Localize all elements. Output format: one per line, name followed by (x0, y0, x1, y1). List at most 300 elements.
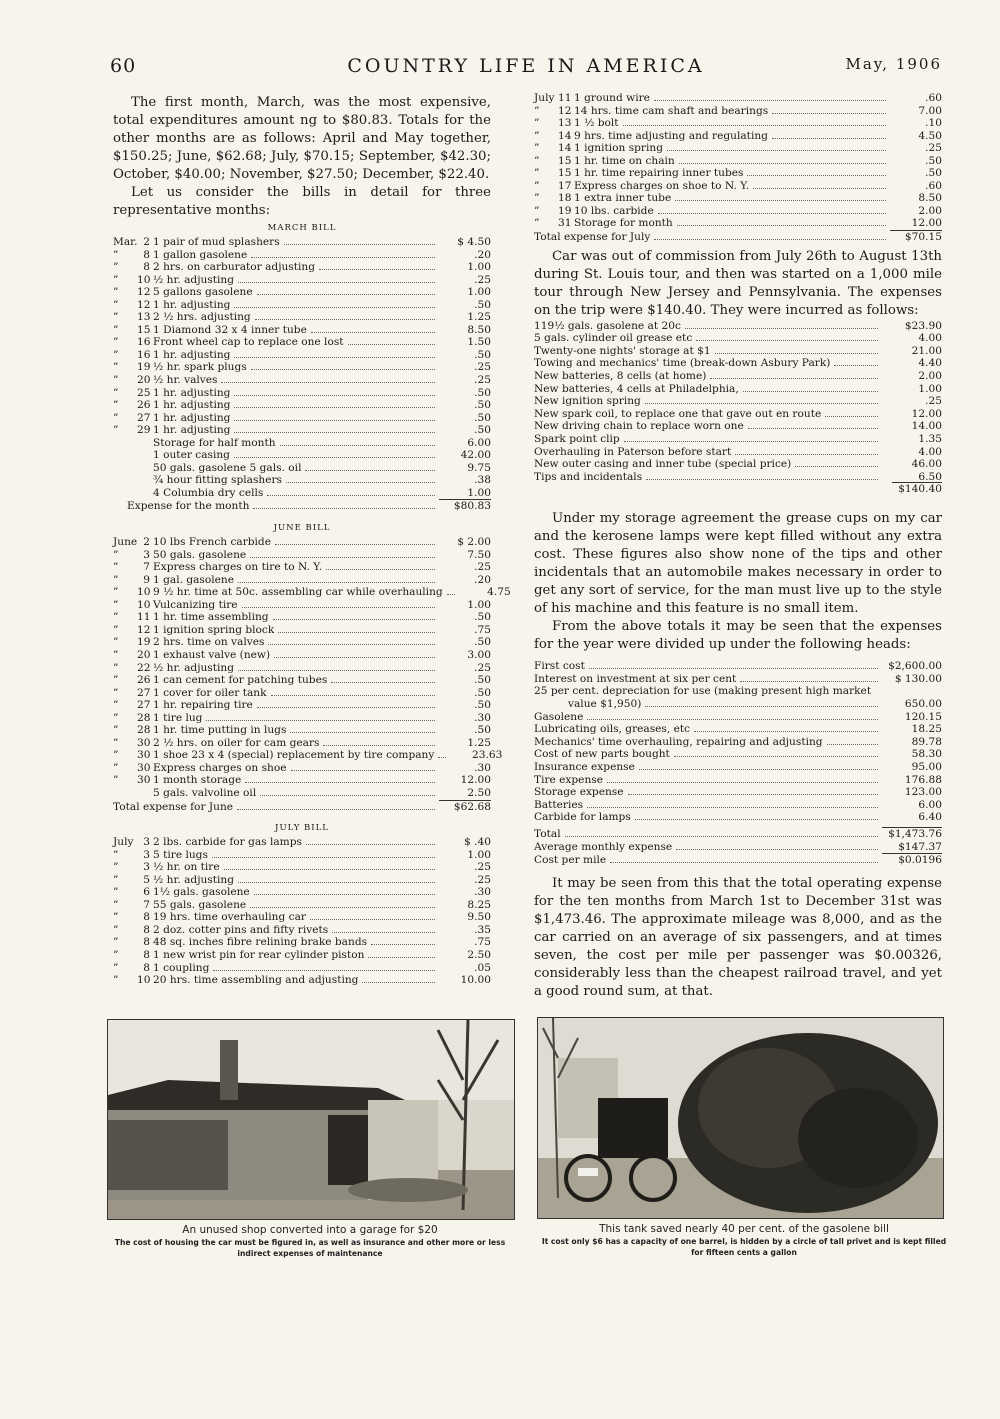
row-amount: .20 (474, 573, 491, 586)
cost-per-mile-value: $0.0196 (882, 853, 942, 867)
row-day: 25 (137, 386, 151, 399)
row-day: 30 (137, 774, 151, 787)
row-amount: 21.00 (911, 344, 942, 357)
row-amount: 1.00 (467, 598, 491, 611)
row-item: New outer casing and inner tube (special price) (534, 458, 792, 471)
row-item: 1 coupling (153, 961, 210, 974)
row-month: ” (113, 774, 119, 787)
row-amount: .10 (925, 117, 942, 130)
row-item: Spark point clip (534, 432, 620, 445)
march-total-row (113, 499, 491, 513)
row-day: 8 (143, 261, 150, 274)
row-amount: 2.50 (467, 948, 491, 961)
row-day: 11 (558, 92, 572, 104)
row-amount: 4.00 (918, 332, 942, 345)
garage-illustration (108, 1020, 514, 1219)
expense-row (113, 274, 491, 287)
row-item: Carbide for lamps (534, 811, 631, 824)
row-item: 1 hr. time repairing inner tubes (574, 167, 744, 180)
expense-row (534, 761, 942, 774)
row-item: ½ hr. spark plugs (153, 361, 247, 374)
tour-total-row (534, 483, 942, 496)
row-month: Mar. (113, 236, 138, 248)
expense-row (534, 142, 942, 155)
expense-row (113, 462, 491, 475)
expense-row (113, 286, 491, 299)
row-item: 1 Diamond 32 x 4 inner tube (153, 323, 307, 336)
row-amount: 1.25 (467, 311, 491, 324)
june-total: $62.68 (439, 800, 491, 814)
expense-row (534, 685, 942, 698)
row-day: 6 (143, 886, 150, 899)
row-item: 119½ gals. gasolene at 20c (534, 319, 681, 332)
row-item: Storage expense (534, 786, 624, 799)
avg-monthly-row (534, 841, 942, 854)
expense-row (113, 687, 491, 700)
expense-row (534, 117, 942, 130)
right-caption-text: It cost only $6 has a capacity of one barrel, is hidden by a circle of tall privet and is kept filled for fifteen cents a gallon (541, 1237, 947, 1257)
row-item: Storage for half month (153, 436, 276, 449)
row-day: 27 (137, 411, 151, 424)
row-amount: 1.00 (467, 848, 491, 861)
year-expense-table (534, 660, 942, 824)
row-day: 8 (143, 923, 150, 936)
row-amount: $23.90 (904, 319, 942, 332)
row-amount: 2.00 (918, 204, 942, 217)
row-month: ” (113, 323, 119, 336)
expense-row (113, 962, 491, 975)
expense-row (113, 874, 491, 887)
row-item: 1 hr. time on chain (574, 154, 675, 167)
row-month: ” (534, 167, 540, 180)
row-amount: .50 (925, 167, 942, 180)
row-month: ” (113, 674, 119, 687)
row-month: ” (113, 311, 119, 324)
row-month: ” (113, 411, 119, 424)
row-amount: .25 (925, 395, 942, 408)
expense-row (534, 471, 942, 484)
expense-row (113, 324, 491, 337)
row-amount: 1.00 (467, 261, 491, 274)
expense-row (113, 487, 491, 500)
row-item: 1 gal. gasolene (153, 573, 234, 586)
row-amount: .75 (474, 623, 491, 636)
expense-row (113, 774, 491, 787)
row-item: Front wheel cap to replace one lost (153, 336, 344, 349)
expense-row (113, 474, 491, 487)
row-item: 10 lbs French carbide (153, 536, 271, 549)
row-amount: .50 (474, 386, 491, 399)
row-amount: 7.00 (918, 104, 942, 117)
row-amount: 4.50 (918, 129, 942, 142)
expense-row (113, 299, 491, 312)
row-day: 29 (137, 424, 151, 437)
expense-row (534, 217, 942, 230)
row-day: 27 (137, 686, 151, 699)
row-item: 2 hrs. on carburator adjusting (153, 261, 315, 274)
expense-row (113, 336, 491, 349)
expense-row (113, 712, 491, 725)
expense-row (113, 737, 491, 750)
expense-row (113, 399, 491, 412)
row-amount: 120.15 (904, 710, 942, 723)
row-amount: 4.00 (918, 445, 942, 458)
year-total-label: Total (534, 828, 561, 840)
row-day: 15 (137, 323, 151, 336)
row-day: 7 (143, 898, 150, 911)
march-total: $80.83 (439, 499, 491, 513)
row-day: 17 (558, 179, 572, 192)
row-amount: 1.35 (918, 432, 942, 445)
row-month: ” (113, 374, 119, 387)
row-amount: .35 (474, 923, 491, 936)
issue-date: May, 1906 (845, 55, 942, 73)
row-month: ” (113, 424, 119, 437)
row-item: 1 hr. adjusting (153, 298, 231, 311)
expense-row (113, 449, 491, 462)
july-total-row (534, 230, 942, 244)
row-day: 14 (558, 129, 572, 142)
row-day: 30 (137, 736, 151, 749)
row-month: ” (113, 261, 119, 274)
row-item: 1 hr. time putting in lugs (153, 724, 287, 737)
row-amount: 10.00 (460, 974, 491, 987)
row-amount: 176.88 (904, 773, 942, 786)
row-amount: $ 2.00 (457, 536, 491, 549)
row-month: ” (113, 561, 119, 574)
row-month: ” (113, 623, 119, 636)
row-amount: .30 (474, 711, 491, 724)
row-day: 8 (143, 248, 150, 261)
expense-row (113, 861, 491, 874)
march-total-label: Expense for the month (127, 500, 250, 513)
expense-row (113, 349, 491, 362)
row-amount: .50 (474, 298, 491, 311)
row-item: 2 hrs. time on valves (153, 636, 265, 649)
expense-row (534, 192, 942, 205)
row-item: ½ hr. adjusting (153, 273, 234, 286)
expense-row (113, 611, 491, 624)
row-month: June (113, 536, 138, 549)
row-item: Tips and incidentals (534, 470, 643, 483)
row-day: 12 (137, 286, 151, 299)
expense-row (113, 549, 491, 562)
row-item: New driving chain to replace worn one (534, 420, 744, 433)
row-amount: 46.00 (911, 458, 942, 471)
tank-photo (537, 1017, 944, 1219)
avg-monthly-label: Average monthly expense (534, 840, 673, 853)
row-amount: 4.40 (918, 357, 942, 370)
expense-row (113, 636, 491, 649)
row-item: 2 ½ hrs. on oiler for cam gears (153, 736, 320, 749)
row-amount: 12.00 (911, 407, 942, 420)
row-item: 1 ignition spring block (153, 623, 275, 636)
expense-row (113, 561, 491, 574)
row-item: value $1,950) (568, 698, 642, 711)
row-item: New batteries, 8 cells (at home) (534, 369, 707, 382)
row-amount: 1.00 (918, 382, 942, 395)
row-item: ¾ hour fitting splashers (153, 474, 282, 487)
tour-paragraph: Car was out of commission from July 26th to August 13th during St. Louis tour, and then was started on a 1,000 mile tour through New Jersey and Pennsylvania. The expenses on the trip were $140.40. They were incurred as follows: (534, 248, 942, 318)
row-item: Express charges on tire to N. Y. (153, 561, 323, 574)
june-bill-title: JUNE BILL (273, 523, 331, 534)
expense-row (534, 320, 942, 333)
row-day: 20 (137, 648, 151, 661)
row-amount: $2,600.00 (888, 660, 942, 673)
expense-row (113, 599, 491, 612)
row-month: July (534, 92, 555, 104)
expense-row (534, 370, 942, 383)
row-amount: 2.00 (918, 369, 942, 382)
expense-row (113, 236, 491, 249)
row-day: 20 (137, 374, 151, 387)
row-amount: 1.00 (467, 286, 491, 299)
row-item: 1 cover for oiler tank (153, 686, 267, 699)
row-day: 3 (143, 861, 150, 874)
expense-row (534, 698, 942, 711)
row-item: 10 lbs. carbide (574, 204, 654, 217)
row-amount: 6.40 (918, 811, 942, 824)
expense-row (113, 699, 491, 712)
row-month: ” (534, 217, 540, 230)
row-month: ” (534, 129, 540, 142)
expense-row (113, 412, 491, 425)
row-item: 1 can cement for patching tubes (153, 674, 328, 687)
row-day: 3 (143, 836, 150, 849)
row-amount: .20 (474, 248, 491, 261)
left-photo-caption (107, 1223, 513, 1259)
row-day: 18 (558, 192, 572, 205)
row-item: 1 gallon gasolene (153, 248, 248, 261)
row-month: ” (534, 179, 540, 192)
row-item: 1 new wrist pin for rear cylinder piston (153, 948, 365, 961)
row-amount: 6.00 (918, 798, 942, 811)
row-month: ” (113, 661, 119, 674)
row-amount: .50 (474, 674, 491, 687)
expense-row (113, 649, 491, 662)
row-amount: .30 (474, 886, 491, 899)
row-item: 1 tire lug (153, 711, 203, 724)
left-caption-title: An unused shop converted into a garage for $20 (182, 1224, 438, 1236)
expense-row (113, 374, 491, 387)
row-day: 28 (137, 724, 151, 737)
expense-row (534, 660, 942, 673)
final-paragraph: It may be seen from this that the total operating expense for the ten months from March 1st to December 31st was $1,473.46. The approximate mileage was 8,000, and as the car carried on an average of six passengers, and at times seven, the cost per mile per passenger was $0.00326, considerably less than the cheapest railroad travel, and yet a good round sum, at that. (534, 875, 942, 999)
row-amount: 1.50 (467, 336, 491, 349)
row-amount: .05 (474, 961, 491, 974)
row-item: First cost (534, 660, 585, 673)
row-item: 1½ gals. gasolene (153, 886, 250, 899)
expense-row (113, 361, 491, 374)
row-item: 50 gals. gasolene (153, 548, 247, 561)
expense-row (534, 786, 942, 799)
row-item: 2 lbs. carbide for gas lamps (153, 836, 302, 849)
expense-row (113, 674, 491, 687)
row-amount: 1.25 (467, 736, 491, 749)
row-day: 14 (558, 142, 572, 155)
july-bill-table-continued (534, 92, 942, 230)
row-item: 19 hrs. time overhauling car (153, 911, 306, 924)
row-amount: 2.50 (467, 786, 491, 799)
row-item: 1 pair of mud splashers (153, 236, 280, 248)
row-amount: .25 (474, 861, 491, 874)
row-item: Lubricating oils, greases, etc (534, 723, 691, 736)
row-amount: $ .40 (464, 836, 491, 849)
row-amount: .50 (474, 724, 491, 737)
row-amount: .25 (474, 273, 491, 286)
expense-row (534, 332, 942, 345)
row-day: 13 (137, 311, 151, 324)
row-item: Batteries (534, 798, 584, 811)
row-day: 12 (558, 104, 572, 117)
expense-row (113, 424, 491, 437)
expense-row (113, 924, 491, 937)
expense-row (534, 433, 942, 446)
expense-row (534, 205, 942, 218)
row-day: 8 (143, 911, 150, 924)
row-amount: 89.78 (911, 735, 942, 748)
expense-row (534, 736, 942, 749)
row-item: 2 ½ hrs. adjusting (153, 311, 251, 324)
row-month: ” (113, 948, 119, 961)
row-day: 28 (137, 711, 151, 724)
expense-row (534, 673, 942, 686)
expense-row (113, 787, 491, 800)
page-header (110, 55, 942, 81)
expense-row (113, 836, 491, 849)
row-day: 26 (137, 399, 151, 412)
july-total-label: Total expense for July (534, 231, 651, 244)
row-item: 1 hr. adjusting (153, 411, 231, 424)
year-total-row (534, 827, 942, 841)
row-month: ” (113, 961, 119, 974)
expense-row (534, 130, 942, 143)
row-amount: 8.25 (467, 898, 491, 911)
row-amount: 12.00 (460, 774, 491, 787)
row-item: 1 hr. time assembling (153, 611, 269, 624)
row-item: Express charges on shoe to N. Y. (574, 179, 750, 192)
left-column (113, 94, 511, 987)
row-item: 4 Columbia dry cells (153, 486, 264, 499)
expense-row (113, 437, 491, 450)
expense-row (113, 662, 491, 675)
row-amount: 8.50 (918, 192, 942, 205)
expense-row (534, 711, 942, 724)
row-amount: .25 (474, 374, 491, 387)
row-day: 11 (137, 611, 151, 624)
row-item: ½ hr. on tire (153, 861, 220, 874)
row-amount: 42.00 (460, 449, 491, 462)
row-amount: 7.50 (467, 548, 491, 561)
row-amount: .25 (925, 142, 942, 155)
expense-row (113, 886, 491, 899)
garage-photo (107, 1019, 515, 1220)
row-item: 48 sq. inches fibre relining brake bands (153, 936, 368, 949)
expense-row (113, 249, 491, 262)
expense-row (113, 724, 491, 737)
row-month: ” (113, 648, 119, 661)
right-photo-caption (537, 1222, 951, 1258)
row-month: ” (113, 598, 119, 611)
row-item: Interest on investment at six per cent (534, 672, 737, 685)
row-item: ½ hr. valves (153, 374, 218, 387)
row-item: 1 outer casing (153, 449, 230, 462)
tank-illustration (538, 1018, 943, 1218)
row-item: Tire expense (534, 773, 603, 786)
row-amount: 3.00 (467, 648, 491, 661)
row-month: ” (113, 861, 119, 874)
july-bill-title: JULY BILL (275, 823, 329, 834)
row-month: ” (113, 911, 119, 924)
row-month: ” (113, 873, 119, 886)
row-month: July (113, 836, 134, 849)
row-amount: 58.30 (911, 748, 942, 761)
magazine-title: COUNTRY LIFE IN AMERICA (347, 55, 705, 77)
row-month: ” (113, 686, 119, 699)
expense-row (534, 105, 942, 118)
expense-row (534, 811, 942, 824)
row-amount: .50 (474, 699, 491, 712)
page-number: 60 (110, 55, 137, 77)
right-column (534, 92, 942, 1001)
expense-row (113, 936, 491, 949)
row-day: 8 (143, 948, 150, 961)
row-amount: .38 (474, 474, 491, 487)
row-amount: 8.50 (467, 323, 491, 336)
row-month: ” (113, 724, 119, 737)
row-item: Storage for month (574, 217, 673, 230)
row-amount: .25 (474, 873, 491, 886)
row-amount: .60 (925, 92, 942, 104)
storage-paragraph: Under my storage agreement the grease cups on my car and the kerosene lamps were kept filled without any extra cost. These figures also show none of the tips and other incidentals that an automobile makes necessary in order to get any sort of service, for the man must live up to the style of his machine and this feature is no small item. (534, 511, 942, 617)
row-item: 1 month storage (153, 774, 242, 787)
right-caption-title: This tank saved nearly 40 per cent. of the gasolene bill (599, 1223, 889, 1235)
expense-row (113, 762, 491, 775)
row-item: Vulcanizing tire (153, 598, 238, 611)
row-item: 5 tire lugs (153, 848, 208, 861)
row-day: 10 (137, 598, 151, 611)
row-item: 20 hrs. time assembling and adjusting (153, 974, 359, 987)
row-amount: .25 (474, 561, 491, 574)
row-day: 12 (137, 298, 151, 311)
row-month: ” (113, 749, 119, 762)
row-item: New ignition spring (534, 395, 641, 408)
expense-row (534, 458, 942, 471)
row-day: 7 (143, 561, 150, 574)
row-day: 26 (137, 674, 151, 687)
row-month: ” (113, 923, 119, 936)
row-amount: 23.63 (472, 749, 503, 762)
row-month: ” (113, 548, 119, 561)
expense-row (113, 536, 491, 549)
row-amount: 9.75 (467, 461, 491, 474)
row-item: Cost of new parts bought (534, 748, 670, 761)
row-amount: 12.00 (911, 217, 942, 230)
row-day: 31 (558, 217, 572, 230)
row-amount: .50 (474, 348, 491, 361)
row-day: 16 (137, 348, 151, 361)
expense-row (534, 92, 942, 105)
expense-row (113, 311, 491, 324)
row-item: Express charges on shoe (153, 761, 287, 774)
expense-row (113, 974, 491, 987)
row-day: 3 (143, 848, 150, 861)
expense-row (113, 749, 503, 762)
row-day: 13 (558, 117, 572, 130)
row-month: ” (113, 636, 119, 649)
june-total-row (113, 800, 491, 814)
cost-per-mile-row (534, 853, 942, 867)
